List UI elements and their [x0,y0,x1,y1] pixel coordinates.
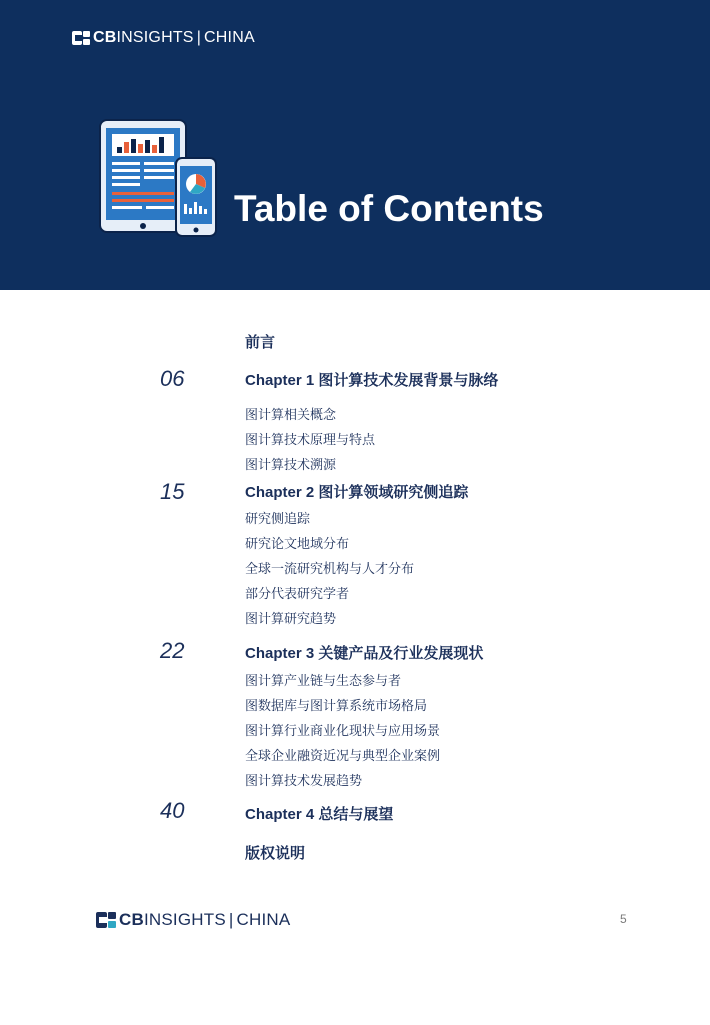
chapter-3-section[interactable]: 图计算技术发展趋势 [245,773,363,788]
chapter-2-section[interactable]: 研究论文地域分布 [245,536,350,551]
chapter-3-title[interactable]: Chapter 3 关键产品及行业发展现状 [245,645,484,662]
logo-text-bold: CB [93,29,117,46]
chapter-1-section[interactable]: 图计算技术溯源 [245,457,337,472]
logo-separator: | [228,910,234,929]
chapter-3-section[interactable]: 图计算产业链与生态参与者 [245,673,402,688]
chapter-3-page-number: 22 [160,638,185,663]
cb-logo-mark-icon [96,912,116,928]
chapter-2-section[interactable]: 部分代表研究学者 [245,586,350,601]
chapter-4-page-number: 40 [160,798,185,823]
toc-preface[interactable]: 前言 [245,334,276,351]
chapter-3-section[interactable]: 图计算行业商业化现状与应用场景 [245,723,441,738]
chapter-1-section[interactable]: 图计算相关概念 [245,407,337,422]
toc-copyright[interactable]: 版权说明 [245,845,306,862]
logo-text-light: INSIGHTS [143,910,226,929]
chapter-3-section[interactable]: 图数据库与图计算系统市场格局 [245,698,428,713]
chapter-3-section[interactable]: 全球企业融资近况与典型企业案例 [245,748,441,763]
footer-cbinsights-china-logo [96,910,290,930]
chapter-1-section[interactable]: 图计算技术原理与特点 [245,432,376,447]
cbinsights-china-logo [72,29,255,47]
chapter-2-page-number: 15 [160,479,185,504]
chapter-1-title[interactable]: Chapter 1 图计算技术发展背景与脉络 [245,372,499,389]
logo-region: CHINA [204,29,255,46]
page-number: 5 [620,912,627,926]
logo-text-bold: CB [119,910,144,929]
chapter-4-title[interactable]: Chapter 4 总结与展望 [245,806,394,823]
logo-text-light: INSIGHTS [116,29,194,46]
chapter-2-title[interactable]: Chapter 2 图计算领域研究侧追踪 [245,484,469,501]
chapter-2-section[interactable]: 全球一流研究机构与人才分布 [245,561,415,576]
cb-logo-mark-icon [72,31,90,45]
chapter-2-section[interactable]: 研究侧追踪 [245,511,311,526]
header-banner [0,0,710,290]
logo-separator: | [196,29,202,46]
tablet-and-phone-charts-icon [98,118,220,240]
logo-region: CHINA [236,910,291,929]
chapter-2-section[interactable]: 图计算研究趋势 [245,611,337,626]
page-title: Table of Contents [234,188,544,229]
chapter-1-page-number: 06 [160,366,185,391]
